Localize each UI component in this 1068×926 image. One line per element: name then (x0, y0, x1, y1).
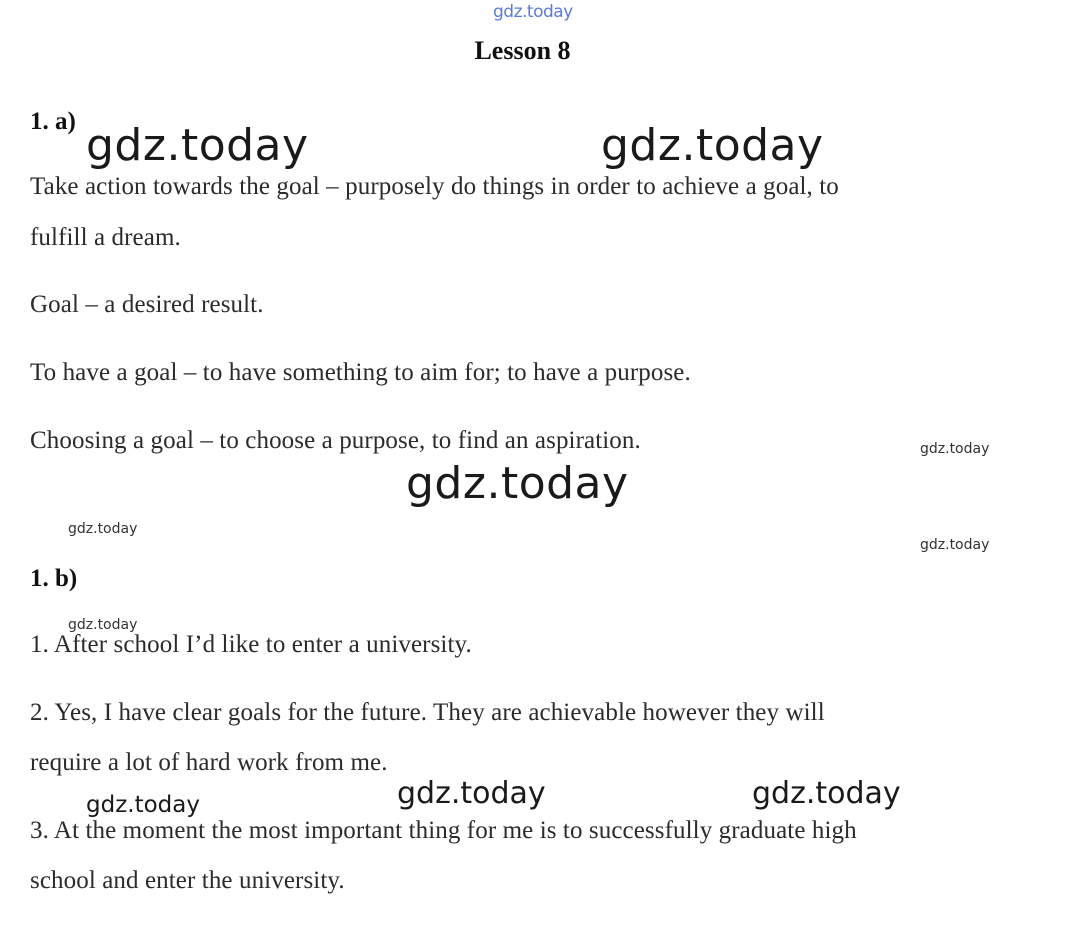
page-title: Lesson 8 (474, 36, 571, 65)
watermark: gdz.today (920, 441, 990, 457)
section-heading-1b: 1. b) (30, 565, 78, 592)
watermark: gdz.today (68, 521, 138, 537)
watermark: gdz.today (752, 776, 901, 811)
section-heading-1a: 1. a) (30, 108, 76, 135)
text-line: 2. Yes, I have clear goals for the future. They are achievable however they will (30, 699, 825, 726)
watermark: gdz.today (86, 120, 309, 171)
watermark: gdz.today (397, 776, 546, 811)
watermark: gdz.today (601, 120, 824, 171)
watermark: gdz.today (406, 458, 629, 509)
text-line: Goal – a desired result. (30, 291, 264, 318)
text-line: 3. At the moment the most important thing for me is to successfully graduate high (30, 817, 857, 844)
text-line: To have a goal – to have something to aim for; to have a purpose. (30, 359, 691, 386)
text-line: fulfill a dream. (30, 224, 181, 251)
watermark: gdz.today (68, 617, 138, 633)
watermark: gdz.today (86, 792, 200, 818)
text-line: Choosing a goal – to choose a purpose, to find an aspiration. (30, 427, 641, 454)
site-watermark-top: gdz.today (493, 2, 573, 22)
text-line: 1. After school I’d like to enter a university. (30, 631, 472, 658)
watermark: gdz.today (920, 537, 990, 553)
text-line: require a lot of hard work from me. (30, 749, 388, 776)
text-line: school and enter the university. (30, 867, 345, 894)
text-line: Take action towards the goal – purposely do things in order to achieve a goal, to (30, 173, 839, 200)
